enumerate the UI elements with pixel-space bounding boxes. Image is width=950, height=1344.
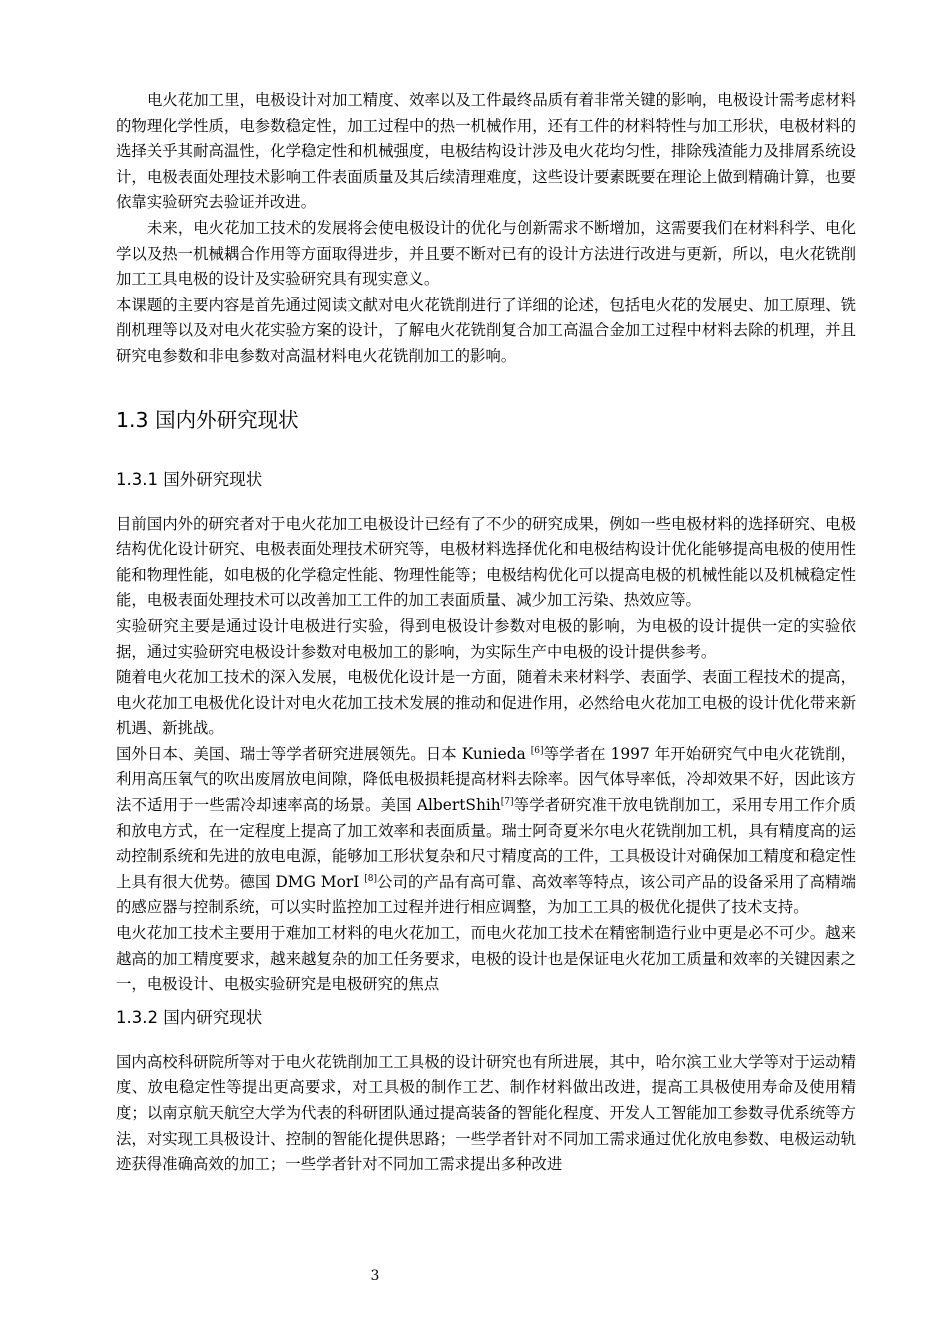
paragraph-foreign-3: 随着电火花加工技术的深入发展，电极优化设计是一方面，随着未来材料学、表面学、表面工程技术的提高，电火花加工电极优化设计对电火花加工技术发展的推动和促进作用，必然给电火花加工电极的设计优化带来新机遇、新挑战。 <box>116 668 856 738</box>
paragraph-foreign-1: 目前国内外的研究者对于电火花加工电极设计已经有了不少的研究成果，例如一些电极材料的选择研究、电极结构优化设计研究、电极表面处理技术研究等，电极材料选择优化和电极结构设计优化能够提高电极的使用性能和物理性能，如电极的化学稳定性能、物理性能等；电极结构优化可以提高电极的机械性能以及机械稳定性能，电极表面处理技术可以改善加工工件的加工表面质量、减少加工污染、热效应等。 <box>116 514 856 610</box>
paragraph-future: 未来，电火花加工技术的发展将会使电极设计的优化与创新需求不断增加，这需要我们在材料科学、电化学以及热一机械耦合作用等方面取得进步，并且要不断对已有的设计方法进行改进与更新，所以，电火花铣削加工工具电极的设计及实验研究具有现实意义。 <box>116 218 856 289</box>
section-heading-1-3: 1.3 国内外研究现状 <box>116 407 299 432</box>
page-number: 3 <box>370 1268 380 1284</box>
paragraph-electrode-design: 电火花加工里，电极设计对加工精度、效率以及工件最终品质有着非常关键的影响，电极设计需考虑材料的物理化学性质，电参数稳定性，加工过程中的热一机械作用，还有工件的材料特性与加工形状，电极材料的选择关乎其耐高温性，化学稳定性和机械强度，电极结构设计涉及电火花均匀性，排除残渣能力及排屑系统设计，电极表面处理技术影响工件表面质量及其后续清理难度，这些设计要素既要在理论上做到精确计算，也要依靠实验研究去验证并改进。 <box>116 91 856 212</box>
paragraph-foreign-5: 电火花加工技术主要用于难加工材料的电火花加工，而电火花加工技术在精密制造行业中更是必不可少。越来越高的加工精度要求，越来越复杂的加工任务要求，电极的设计也是保证电火花加工质量和效率的关键因素之一，电极设计、电极实验研究是电极研究的焦点 <box>116 924 856 994</box>
paragraph-foreign-4 <box>116 742 856 921</box>
text-run: 等学者在 1997 年开始研究气中电火花铣削，利用高压氧气的吹出废屑放电间隙，降低电极损耗提高材料去除率。因气体导率低，冷却效果不好，因此该方法不适用于一些需冷却速率高的场景。美国 AlbertShih <box>116 744 857 815</box>
citation-6: [6] <box>530 745 544 756</box>
text-run: 公司的产品有高可靠、高效率等特点，该公司产品的设备采用了高精端的感应器与控制系统，可以实时监控加工过程并进行相应调整，为加工工具的极优化提供了技术支持。 <box>116 872 856 917</box>
document-body <box>116 88 856 1178</box>
citation-7: [7] <box>500 797 514 808</box>
paragraph-topic-content: 本课题的主要内容是首先通过阅读文献对电火花铣削进行了详细的论述，包括电火花的发展史、加工原理、铣削机理等以及对电火花实验方案的设计，了解电火花铣削复合加工高温合金加工过程中材料去除的机理，并且研究电参数和非电参数对高温材料电火花铣削加工的影响。 <box>116 295 856 365</box>
paragraph-foreign-2: 实验研究主要是通过设计电极进行实验，得到电极设计参数对电极的影响，为电极的设计提供一定的实验依据，通过实验研究电极设计参数对电极加工的影响，为实际生产中电极的设计提供参考。 <box>116 616 856 661</box>
paragraph-domestic-1: 国内高校科研院所等对于电火花铣削加工工具极的设计研究也有所进展，其中，哈尔滨工业大学等对于运动精度、放电稳定性等提出更高要求，对工具极的制作工艺、制作材料做出改进，提高工具极使用寿命及使用精度；以南京航天航空大学为代表的科研团队通过提高装备的智能化程度、开发人工智能加工参数寻优系统等方法，对实现工具极设计、控制的智能化提供思路；一些学者针对不同加工需求通过优化放电参数、电极运动轨迹获得准确高效的加工；一些学者针对不同加工需求提出多种改进 <box>116 1052 856 1174</box>
section-heading-1-3-2: 1.3.2 国内研究现状 <box>116 1007 263 1027</box>
section-heading-1-3-1: 1.3.1 国外研究现状 <box>116 469 263 489</box>
citation-8: [8] <box>364 873 377 884</box>
text-run: 等学者研究准干放电铣削加工，采用专用工作介质和放电方式，在一定程度上提高了加工效率和表面质量。瑞士阿奇夏米尔电火花铣削加工机，具有精度高的运动控制系统和先进的放电电源，能够加工形状复杂和尺寸精度高的工件，工具极设计对确保加工精度和稳定性上具有很大优势。德国 DMG MorI <box>116 796 856 891</box>
text-run: 国外日本、美国、瑞士等学者研究进展领先。日本 Kunieda <box>116 744 531 763</box>
